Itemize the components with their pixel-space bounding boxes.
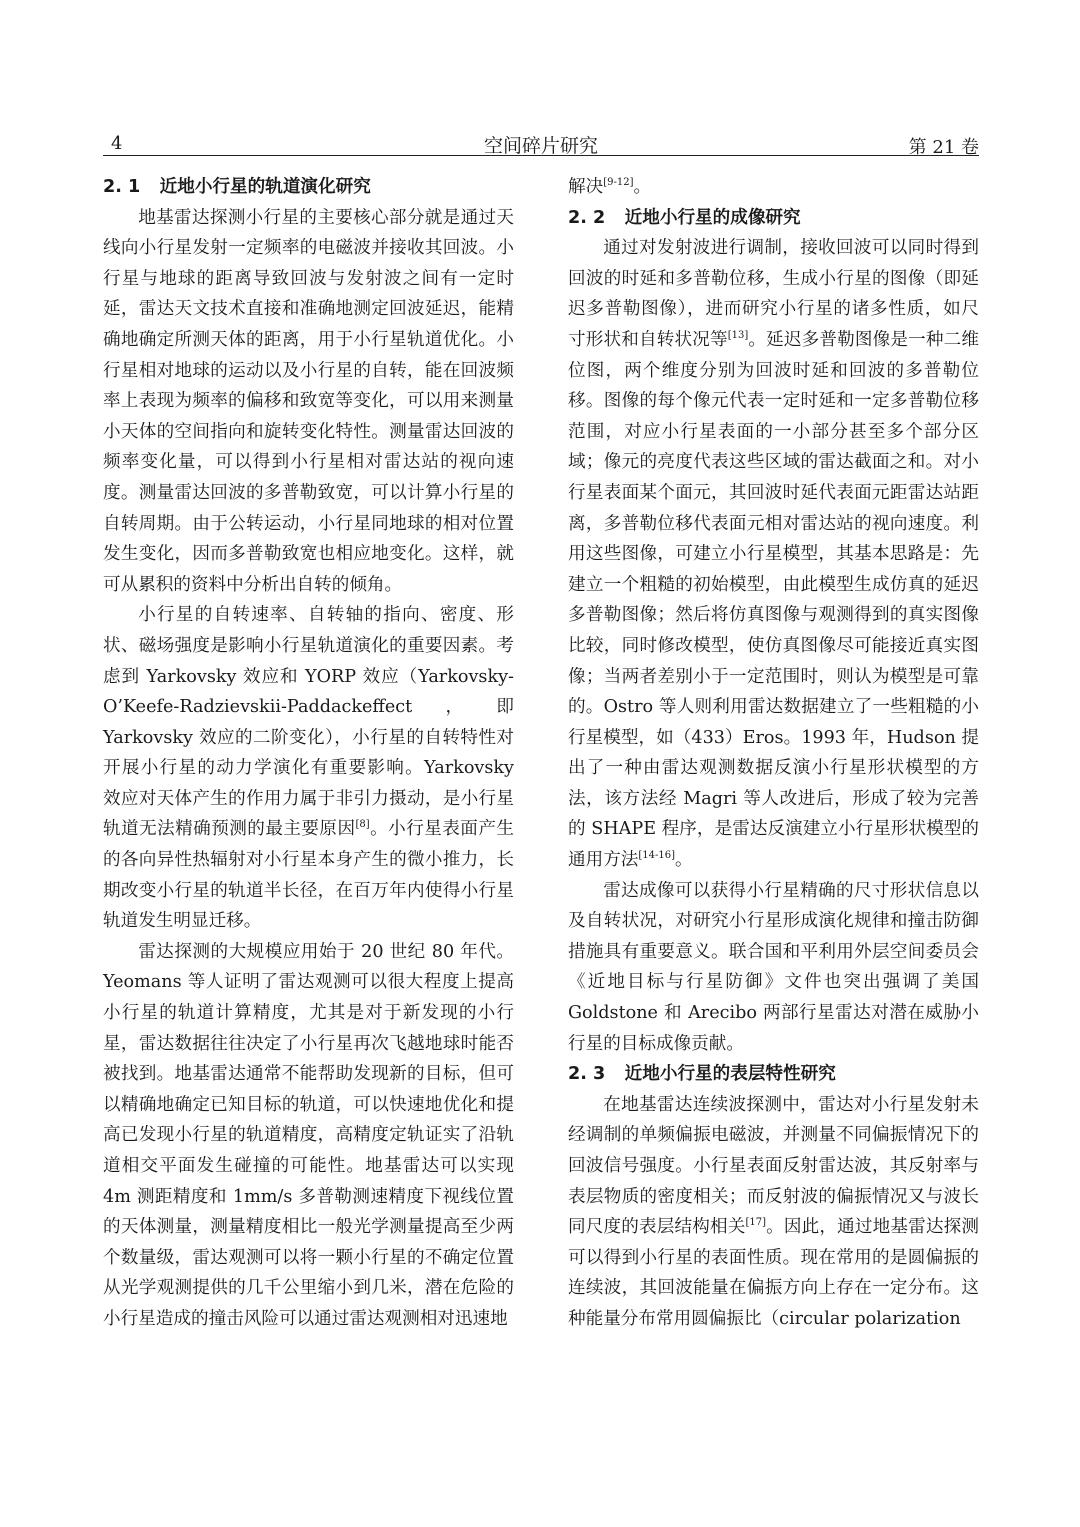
citation-ref: [9-12] [603,177,634,188]
paragraph [568,233,979,875]
right-column [568,172,979,1335]
citation-ref: [8] [355,819,370,831]
section-number: 2. 3 [568,1064,606,1085]
section-heading-2-3 [568,1059,979,1090]
section-number: 2. 1 [103,177,141,197]
paragraph: 地基雷达探测小行星的主要核心部分就是通过天线向小行星发射一定频率的电磁波并接收其回波。小行星与地球的距离导致回波与发射波之间有一定时延，雷达天文技术直接和准确地测定回波延迟，能精确地确定所测天体的距离，用于小行星轨道优化。小行星相对地球的运动以及小行星的自转，能在回波频率上表现为频率的偏移和致宽等变化，可以用来测量小天体的空间指向和旋转变化特性。测量雷达回波的频率变化量，可以得到小行星相对雷达站的视向速度。测量雷达回波的多普勒致宽，可以计算小行星的自转周期。由于公转运动，小行星同地球的相对位置发生变化，因而多普勒致宽也相应地变化。这样，就可从累积的资料中分析出自转的倾角。 [103,207,514,595]
left-column [103,172,514,1335]
paragraph [103,600,514,937]
paragraph-text: 解决 [568,177,604,197]
journal-title: 空间碎片研究 [483,135,598,157]
paragraph-text: 。延迟多普勒图像是一种二维位图，两个维度分别为回波时延和回波的多普勒位移。图像的每个像元代表一定时延和一定多普勒位移范围，对应小行星表面的一小部分甚至多个部分区域；像元的亮度代表这些区域的雷达截面之和。对小行星表面某个面元，其回波时延代表面元距雷达站距离，多普勒位移代表面元相对雷达站的视向速度。利用这些图像，可建立小行星模型，其基本思路是：先建立一个粗糙的初始模型，由此模型生成仿真的延迟多普勒图像；然后将仿真图像与观测得到的真实图像比较，同时修改模型，使仿真图像尽可能接近真实图像；当两者差别小于一定范围时，则认为模型是可靠的。Ostro 等人则利用雷达数据建立了一些粗糙的小行星模型，如（433）Eros。1993 年，Hudson 提出了一种由雷达观测数据反演小行星形状模型的方法，该方法经 Magri 等人改进后，形成了较为完善的 SHAPE 程序，是雷达反演建立小行星形状模型的通用方法 [568,329,979,871]
paragraph [568,1090,979,1335]
paragraph-text: 小行星的自转速率、自转轴的指向、密度、形状、磁场强度是影响小行星轨道演化的重要因素。考虑到 Yarkovsky 效应和 YORP 效应（Yarkovsky-O’Keefe-Radzievskii-Paddackeffect，即 Yarkovsky 效应的二阶变化），小行星的自转特性对开展小行星的动力学演化有重要影响。Yarkovsky 效应对天体产生的作用力属于非引力摄动，是小行星轨道无法精确预测的最主要原因 [103,605,514,840]
section-number: 2. 2 [568,207,606,228]
page-number: 4 [111,133,123,154]
paragraph-text: 。 [675,850,693,871]
paragraph-continuation [568,172,979,203]
paragraph-text: 。因此，通过地基雷达探测可以得到小行星的表面性质。现在常用的是圆偏振的连续波，其回波能量在偏振方向上存在一定分布。这种能量分布常用圆偏振比（circular polarization [568,1217,979,1329]
paragraph-text: 。小行星表面产生的各向异性热辐射对小行星本身产生的微小推力，长期改变小行星的轨道半长径，在百万年内使得小行星轨道发生明显迁移。 [103,819,514,932]
paragraph-text: 在地基雷达连续波探测中，雷达对小行星发射未经调制的单频偏振电磁波，并测量不同偏振情况下的回波信号强度。小行星表面反射雷达波，其反射率与表层物质的密度相关；而反射波的偏振情况又与波长同尺度的表层结构相关 [568,1094,979,1238]
citation-ref: [17] [745,1217,767,1229]
citation-ref: [13] [727,329,749,341]
section-title: 近地小行星的轨道演化研究 [159,177,371,197]
section-heading-2-2 [568,203,979,234]
section-title: 近地小行星的表层特性研究 [624,1064,836,1085]
header-rule [103,155,979,156]
paragraph-text: 通过对发射波进行调制，接收回波可以同时得到回波的时延和多普勒位移，生成小行星的图像（即延迟多普勒图像），进而研究小行星的诸多性质，如尺寸形状和自转状况等 [568,238,979,350]
section-heading-2-1 [103,172,514,203]
paragraph: 雷达成像可以获得小行星精确的尺寸形状信息以及自转状况，对研究小行星形成演化规律和撞击防御措施具有重要意义。联合国和平利用外层空间委员会《近地目标与行星防御》文件也突出强调了美国 Goldstone 和 Arecibo 两部行星雷达对潜在威胁小行星的目标成像贡献。 [568,880,979,1054]
citation-ref: [14-16] [638,850,676,862]
paragraph-text: 。 [633,177,652,197]
volume-label: 第 21 卷 [908,137,979,158]
paragraph: 雷达探测的大规模应用始于 20 世纪 80 年代。Yeomans 等人证明了雷达观测可以很大程度上提高小行星的轨道计算精度，尤其是对于新发现的小行星，雷达数据往往决定了小行星再次飞越地球时能否被找到。地基雷达通常不能帮助发现新的目标，但可以精确地确定已知目标的轨道，可以快速地优化和提高已发现小行星的轨道精度，高精度定轨证实了沿轨道相交平面发生碰撞的可能性。地基雷达可以实现 4m 测距精度和 1mm/s 多普勒测速精度下视线位置的天体测量，测量精度相比一般光学测量提高至少两个数量级，雷达观测可以将一颗小行星的不确定位置从光学观测提供的几千公里缩小到几米，潜在危险的小行星造成的撞击风险可以通过雷达观测相对迅速地 [103,941,514,1329]
section-title: 近地小行星的成像研究 [624,207,801,228]
